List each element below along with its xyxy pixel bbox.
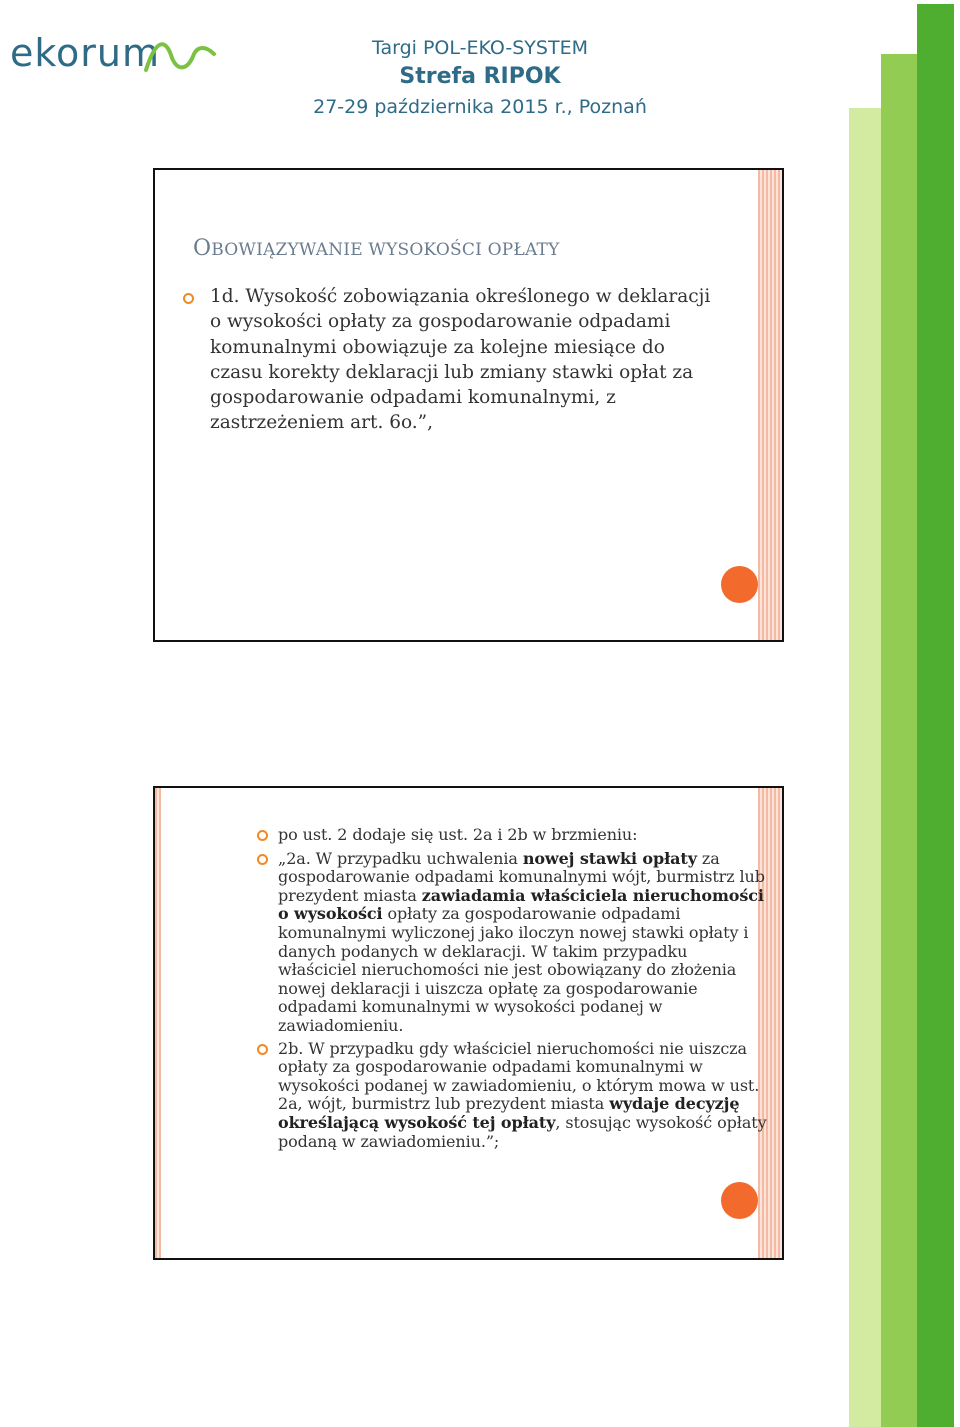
bullet-text: , stosując wysokość opłaty podaną w zawiadomieniu.”;: [278, 1112, 767, 1151]
event-zone: Strefa RIPOK: [399, 64, 561, 89]
bullet-text: „2a. W przypadku uchwalenia: [278, 848, 523, 868]
event-dates: 27-29 października 2015 r., Poznań: [313, 96, 647, 118]
title-capital: O: [193, 236, 212, 261]
list-item: [278, 826, 768, 845]
bold-text: nowej stawki opłaty: [522, 848, 697, 868]
event-name: Targi POL-EKO-SYSTEM: [372, 37, 588, 59]
bullet-ring-icon: [183, 293, 194, 304]
bullet-text: 1d. Wysokość zobowiązania określonego w deklaracji o wysokości opłaty za gospodarowanie odpadami komunalnymi obowiązuje za kolejne miesiące do czasu korekty deklaracji lub zmiany stawki opłat za gospodarowanie odpadami komunalnymi, z zastrzeżeniem art. 6o.”,: [210, 286, 711, 434]
title-rest: BOWIĄZYWANIE WYSOKOŚCI OPŁATY: [211, 240, 560, 260]
list-item: [278, 1040, 768, 1152]
slide-dot-icon: [721, 566, 758, 603]
decor-bar-light: [849, 108, 881, 1427]
slide-dot-icon: [721, 1182, 758, 1219]
slide-stripes: [758, 170, 782, 640]
slide-1: [153, 168, 784, 642]
bullet-ring-icon: [257, 1044, 268, 1055]
decor-bar-mid: [881, 54, 917, 1427]
slide-stripes-left: [155, 788, 161, 1258]
logo-text: ekorum: [10, 31, 161, 75]
bullet-text: 2b. W przypadku gdy właściciel nieruchomości nie uiszcza opłaty za gospodarowanie odpadami komunalnymi w wysokości podanej w zawiadomieniu, o którym mowa w ust. 2a, wójt, burmistrz lub prezydent miasta: [278, 1038, 760, 1114]
slide-title: [193, 236, 560, 261]
list-item: [210, 284, 720, 436]
list-item: [278, 850, 768, 1036]
slide-1-bullets: [210, 284, 720, 436]
bullet-text: opłaty za gospodarowanie odpadami komunalnymi wyliczonej jako iloczyn nowej stawki opłaty i danych podanych w deklaracji. W takim przypadku właściciel nieruchomości nie jest obowiązany do złożenia nowej deklaracji i uiszcza opłatę za gospodarowanie odpadami komunalnymi w wysokości podanej w zawiadomieniu.: [278, 904, 749, 1035]
slide-2: [153, 786, 784, 1260]
logo-wave-icon: [142, 40, 218, 74]
decor-bar-dark: [917, 4, 954, 1427]
bullet-ring-icon: [257, 830, 268, 841]
slide-2-bullets: [278, 826, 768, 1155]
event-info: [300, 34, 660, 122]
bullet-ring-icon: [257, 854, 268, 865]
bullet-text: po ust. 2 dodaje się ust. 2a i 2b w brzmieniu:: [278, 825, 638, 844]
bold-text: zawiadamia właściciela nieruchomości o wysokości: [278, 885, 764, 924]
bullet-text: za gospodarowanie odpadami komunalnymi wójt, burmistrz lub prezydent miasta: [278, 848, 765, 905]
bold-text: wydaje decyzję określającą wysokość tej opłaty: [278, 1094, 740, 1132]
ekorum-logo: [10, 31, 215, 76]
